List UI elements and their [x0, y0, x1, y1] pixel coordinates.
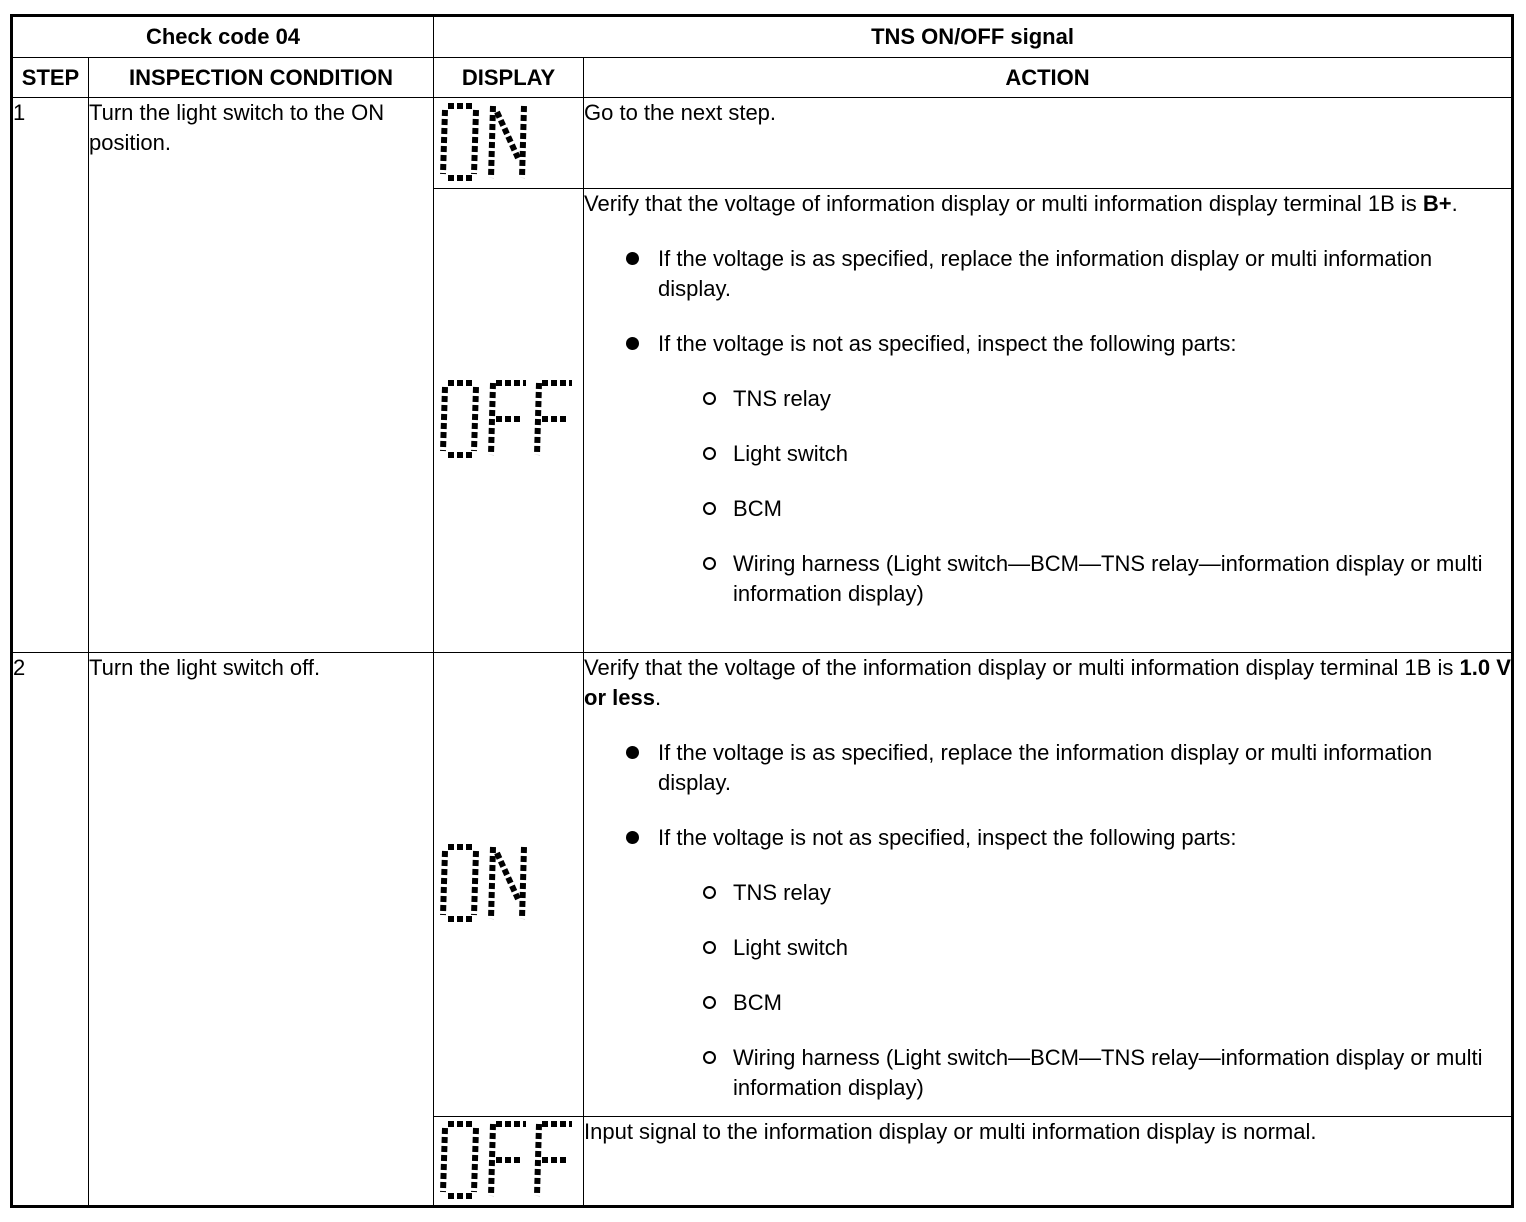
- col-step-header: STEP: [12, 58, 89, 98]
- signal-title: TNS ON/OFF signal: [434, 16, 1513, 58]
- hollow-bullet-icon: [703, 941, 716, 954]
- part-item: Light switch: [584, 439, 1511, 469]
- filled-bullet-icon: [626, 831, 639, 844]
- part-item: BCM: [584, 988, 1511, 1018]
- part-item: Wiring harness (Light switch—BCM—TNS relay—information display or multi information display): [584, 549, 1511, 609]
- inspection-condition: Turn the light switch off.: [89, 652, 434, 1206]
- lcd-off-graphic: [440, 1120, 580, 1202]
- part-item: Light switch: [584, 933, 1511, 963]
- lcd-display-on: [434, 652, 584, 1116]
- action-text: Input signal to the information display or multi information display is normal.: [584, 1118, 1317, 1144]
- lcd-display-off: [434, 1116, 584, 1206]
- list-item: If the voltage is as specified, replace the information display or multi information display.: [584, 738, 1511, 798]
- table-row: [12, 652, 1513, 1116]
- hollow-bullet-icon: [703, 392, 716, 405]
- lcd-off-graphic: [440, 379, 580, 461]
- inspection-condition: Turn the light switch to the ON position.: [89, 98, 434, 652]
- action-cell: [584, 1116, 1513, 1206]
- check-code-table: [10, 14, 1514, 1208]
- action-cell: [584, 98, 1513, 189]
- lcd-display-on: [434, 98, 584, 189]
- step-number: 1: [12, 98, 89, 652]
- filled-bullet-icon: [626, 746, 639, 759]
- lcd-on-graphic: [440, 843, 536, 925]
- col-display-header: DISPLAY: [434, 58, 584, 98]
- part-item: Wiring harness (Light switch—BCM—TNS relay—information display or multi information display): [584, 1043, 1511, 1103]
- col-condition-header: INSPECTION CONDITION: [89, 58, 434, 98]
- hollow-bullet-icon: [703, 447, 716, 460]
- action-text: Go to the next step.: [584, 100, 777, 126]
- part-item: TNS relay: [584, 384, 1511, 414]
- col-action-header: ACTION: [584, 58, 1513, 98]
- action-text: Verify that the voltage of information display or multi information display terminal 1B is B+.: [584, 191, 1458, 217]
- part-item: BCM: [584, 494, 1511, 524]
- filled-bullet-icon: [626, 252, 639, 265]
- hollow-bullet-icon: [703, 557, 716, 570]
- list-item: If the voltage is not as specified, inspect the following parts:: [584, 823, 1511, 853]
- filled-bullet-icon: [626, 337, 639, 350]
- list-item: If the voltage is not as specified, inspect the following parts:: [584, 329, 1511, 359]
- action-text: Verify that the voltage of the information display or multi information display terminal 1B is 1.0 V or less.: [584, 654, 1511, 710]
- action-cell: [584, 652, 1513, 1116]
- lcd-display-off: [434, 189, 584, 652]
- check-code-title: Check code 04: [12, 16, 434, 58]
- step-number: 2: [12, 652, 89, 1206]
- action-cell: [584, 189, 1513, 652]
- hollow-bullet-icon: [703, 886, 716, 899]
- hollow-bullet-icon: [703, 996, 716, 1009]
- table-row: [12, 98, 1513, 189]
- lcd-on-graphic: [440, 102, 536, 184]
- list-item: If the voltage is as specified, replace the information display or multi information display.: [584, 244, 1511, 304]
- part-item: TNS relay: [584, 878, 1511, 908]
- hollow-bullet-icon: [703, 1051, 716, 1064]
- hollow-bullet-icon: [703, 502, 716, 515]
